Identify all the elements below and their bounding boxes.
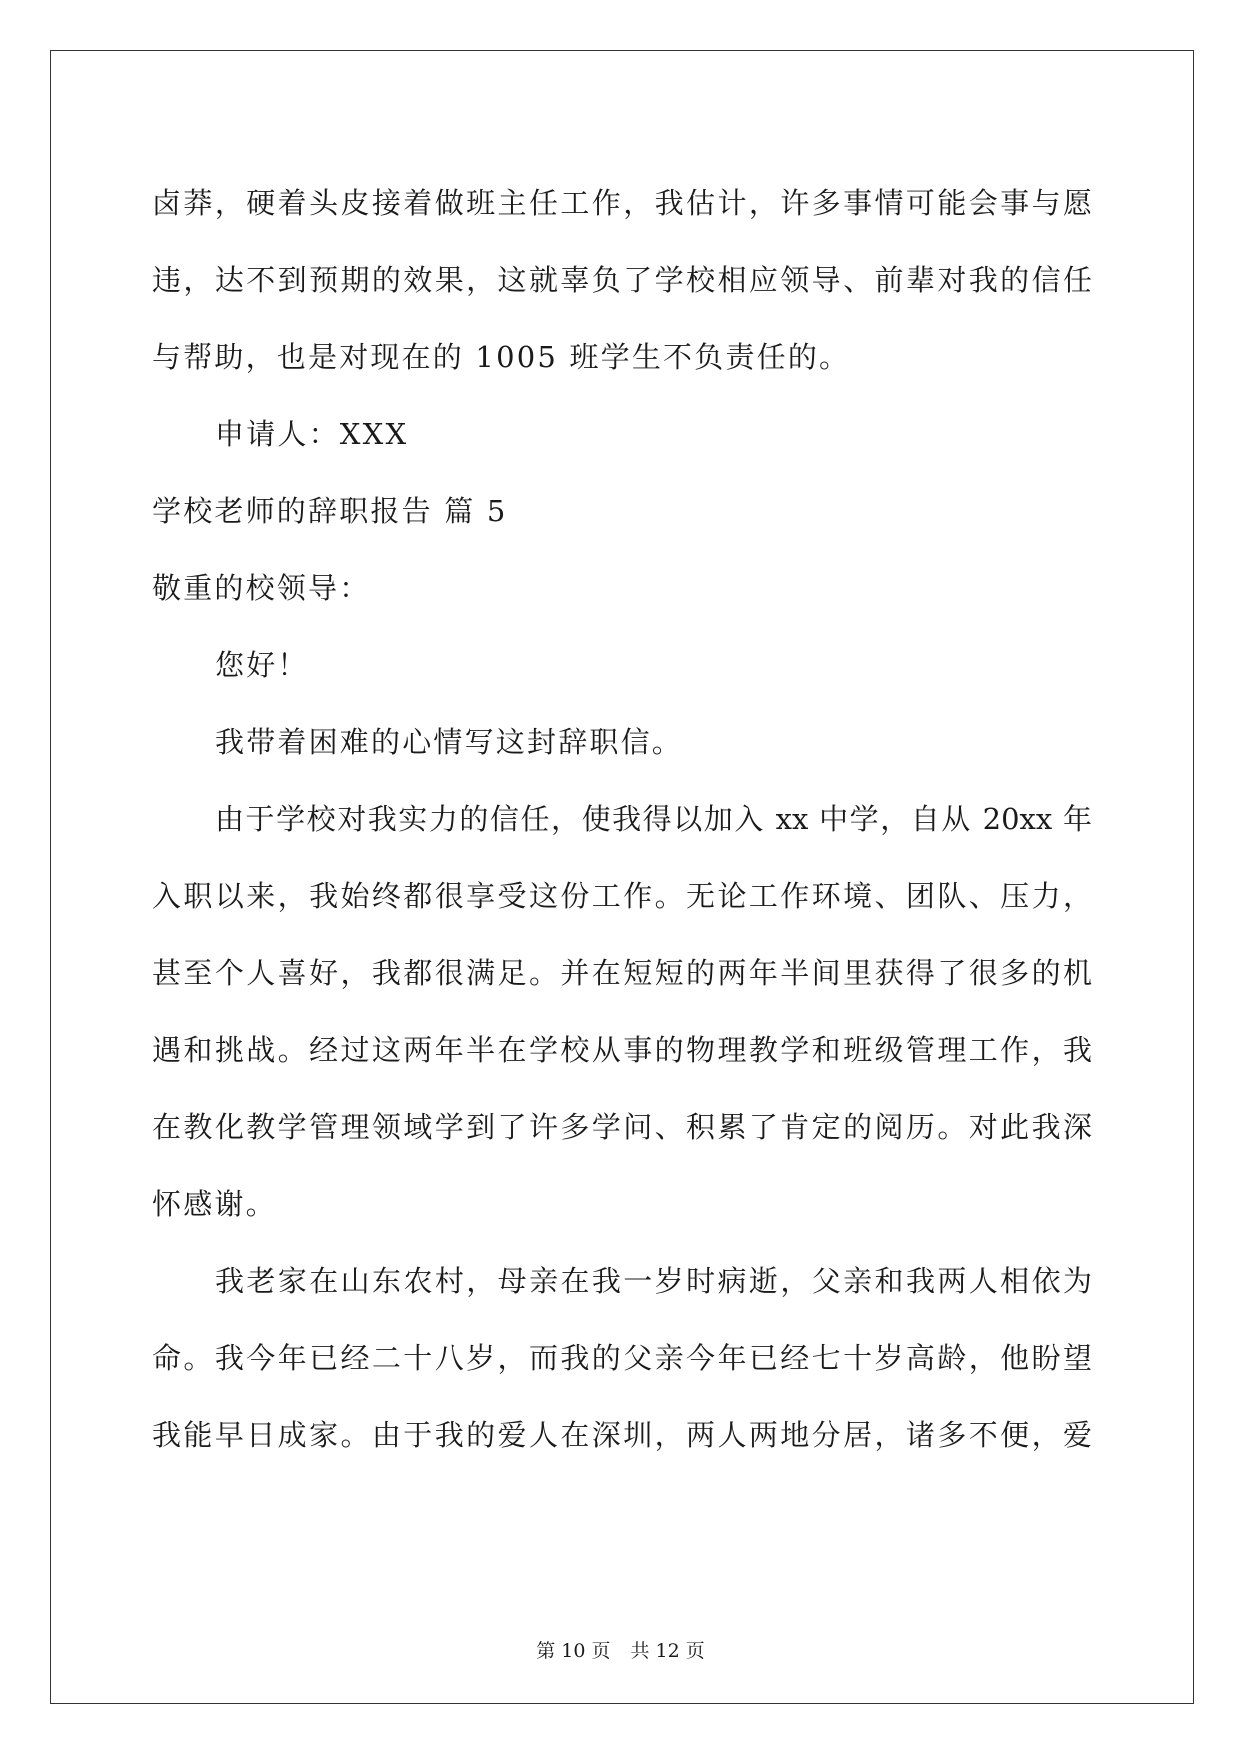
paragraph-line: 我能早日成家。由于我的爱人在深圳，两人两地分居，诸多不便，爱	[152, 1418, 1092, 1452]
page-total: 共 12 页	[630, 1640, 705, 1662]
paragraph-line: 我带着困难的心情写这封辞职信。	[215, 725, 684, 759]
paragraph-line: 由于学校对我实力的信任，使我得以加入 xx 中学，自从 20xx 年	[215, 802, 1092, 836]
salutation: 敬重的校领导：	[152, 571, 371, 605]
section-heading: 学校老师的辞职报告 篇 5	[152, 494, 508, 528]
greeting: 您好！	[215, 648, 309, 682]
paragraph-line: 违，达不到预期的效果，这就辜负了学校相应领导、前辈对我的信任	[152, 263, 1092, 297]
paragraph-line: 卤莽，硬着头皮接着做班主任工作，我估计，许多事情可能会事与愿	[152, 186, 1092, 220]
paragraph-line: 与帮助，也是对现在的 1005 班学生不负责任的。	[152, 340, 851, 374]
paragraph-line: 在教化教学管理领域学到了许多学问、积累了肯定的阅历。对此我深	[152, 1110, 1092, 1144]
document-body	[152, 165, 1092, 1474]
paragraph-line: 甚至个人喜好，我都很满足。并在短短的两年半间里获得了很多的机	[152, 956, 1092, 990]
signature-line: 申请人：XXX	[215, 417, 409, 451]
paragraph-line: 我老家在山东农村，母亲在我一岁时病逝，父亲和我两人相依为	[215, 1264, 1092, 1298]
page-footer	[0, 1636, 1241, 1663]
paragraph-line: 遇和挑战。经过这两年半在学校从事的物理教学和班级管理工作，我	[152, 1033, 1092, 1067]
page-number: 第 10 页	[536, 1640, 611, 1662]
paragraph-line: 命。我今年已经二十八岁，而我的父亲今年已经七十岁高龄，他盼望	[152, 1341, 1092, 1375]
paragraph-line: 入职以来，我始终都很享受这份工作。无论工作环境、团队、压力，	[152, 879, 1092, 913]
paragraph-line: 怀感谢。	[152, 1187, 277, 1221]
